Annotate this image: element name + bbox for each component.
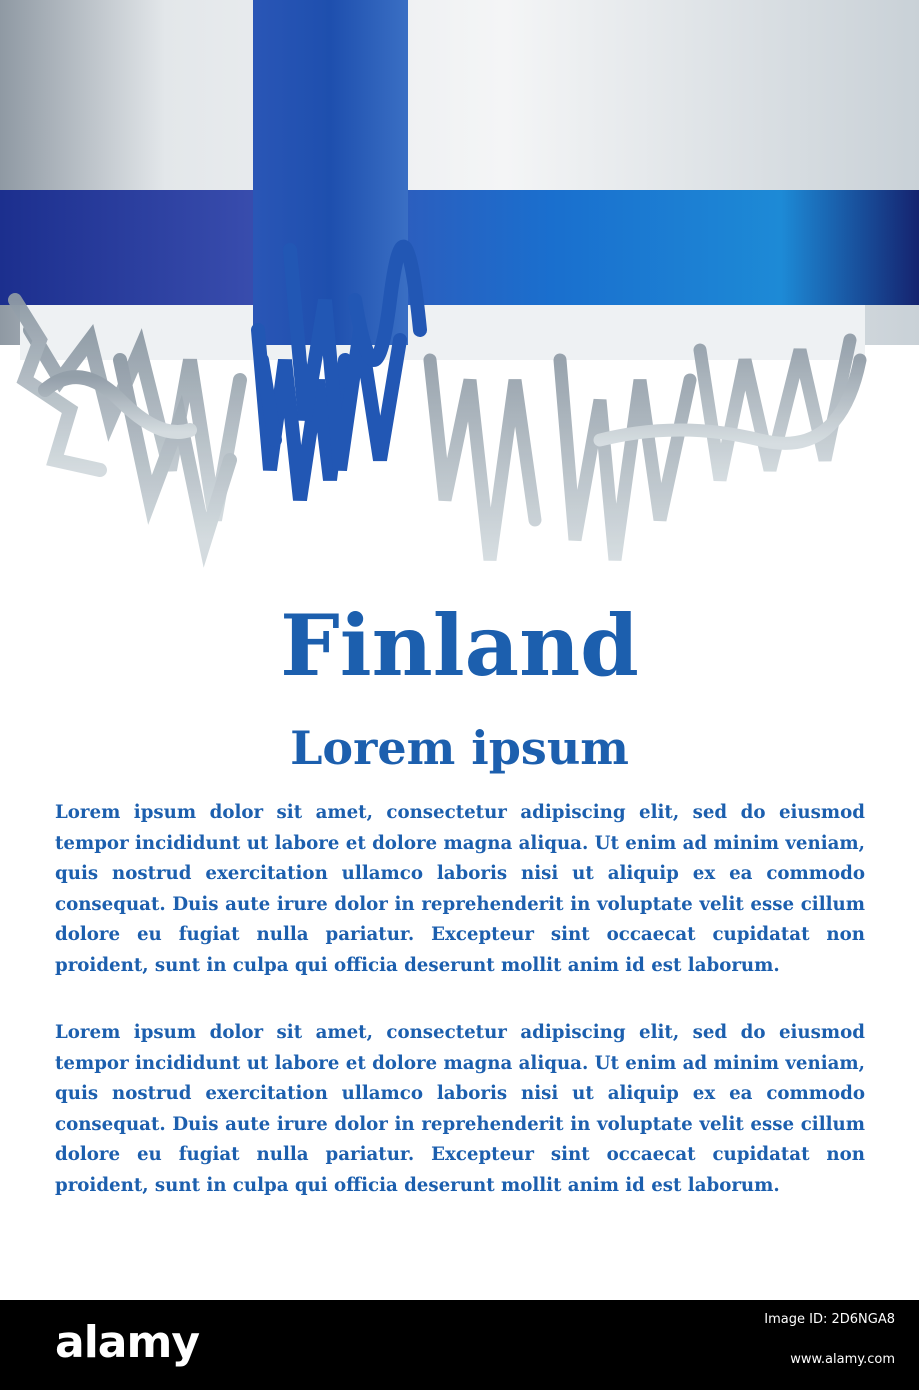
watermark-footer: [0, 1300, 919, 1390]
grey-brush-strokes-right: [430, 340, 860, 560]
flag-horizontal-bar: [0, 190, 919, 305]
footer-url: www.alamy.com: [790, 1352, 895, 1367]
body-paragraph-2: Lorem ipsum dolor sit amet, consectetur adipiscing elit, sed do eiusmod tempor incididunt ut labore et dolore magna aliqua. Ut enim ad minim veniam, quis nostrud exercitation ullamco laboris nisi ut aliquip ex ea commodo consequat. Duis aute irure dolor in reprehenderit in voluptate velit esse cillum dolore eu fugiat nulla pariatur. Excepteur sint occaecat cupidatat non proident, sunt in culpa qui officia deserunt mollit anim id est laborum.: [55, 1022, 865, 1196]
image-id-label: Image ID: 2D6NGA8: [764, 1312, 895, 1327]
page-title: Finland: [280, 596, 639, 695]
alamy-logo: alamy: [55, 1317, 199, 1368]
finland-flag-illustration: [0, 0, 919, 600]
flag-svg: [0, 0, 919, 600]
body-paragraph-1: Lorem ipsum dolor sit amet, consectetur adipiscing elit, sed do eiusmod tempor incididunt ut labore et dolore magna aliqua. Ut enim ad minim veniam, quis nostrud exercitation ullamco laboris nisi ut aliquip ex ea commodo consequat. Duis aute irure dolor in reprehenderit in voluptate velit esse cillum dolore eu fugiat nulla pariatur. Excepteur sint occaecat cupidatat non proident, sunt in culpa qui officia deserunt mollit anim id est laborum.: [55, 802, 865, 976]
page-subtitle: Lorem ipsum: [290, 721, 629, 775]
